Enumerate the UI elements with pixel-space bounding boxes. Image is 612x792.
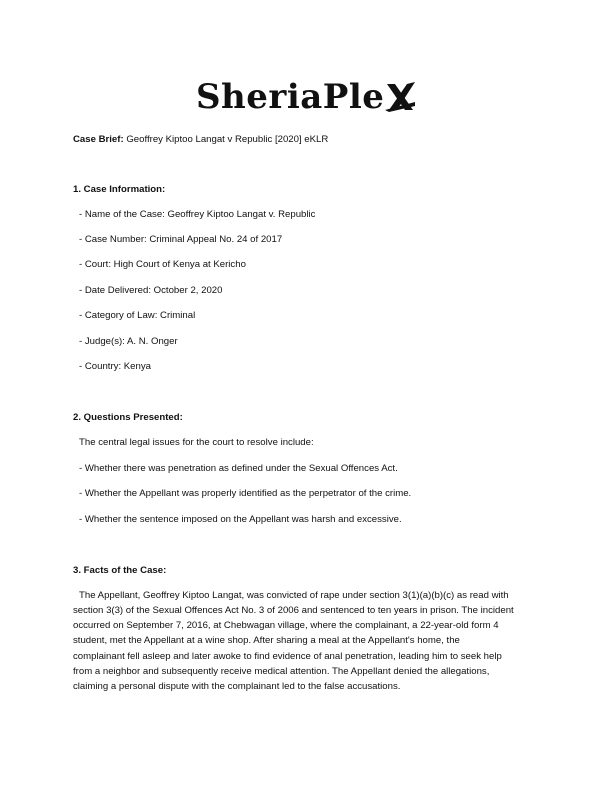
case-info-item: - Date Delivered: October 2, 2020 <box>79 285 223 296</box>
section-1-heading: 1. Case Information: <box>73 184 166 195</box>
case-info-item: - Court: High Court of Kenya at Kericho <box>79 259 246 270</box>
questions-intro: The central legal issues for the court to resolve include: <box>79 437 314 448</box>
section-3-heading: 3. Facts of the Case: <box>73 565 167 576</box>
logo-wordmark: SheriaPle <box>196 77 385 117</box>
facts-line: from a neighbor and subsequently receive medical attention. The Appellant denied the allegations, <box>73 666 490 677</box>
section-2-heading: 2. Questions Presented: <box>73 412 183 423</box>
facts-line: occurred on September 7, 2016, at Chebwagan village, where the complainant, a 22-year-old form 4 <box>73 620 499 631</box>
case-info-item: - Category of Law: Criminal <box>79 310 196 321</box>
case-brief-label: Case Brief: <box>73 134 124 145</box>
logo-x-mark <box>385 80 415 114</box>
facts-line: student, met the Appellant at a wine shop. After sharing a meal at the Appellant's home, the <box>73 635 460 646</box>
case-brief-line <box>73 134 328 146</box>
facts-line: section 3(3) of the Sexual Offences Act No. 3 of 2006 and sentenced to ten years in prison. The incident <box>73 605 514 616</box>
sheriaplex-logo <box>196 76 415 118</box>
case-info-item: - Name of the Case: Geoffrey Kiptoo Langat v. Republic <box>79 209 316 220</box>
facts-line: claiming a personal dispute with the complainant led to the false accusations. <box>73 681 401 692</box>
case-brief-title: Geoffrey Kiptoo Langat v Republic [2020] eKLR <box>126 134 329 145</box>
question-item: - Whether the sentence imposed on the Appellant was harsh and excessive. <box>79 514 402 525</box>
case-info-item: - Judge(s): A. N. Onger <box>79 336 178 347</box>
case-info-item: - Case Number: Criminal Appeal No. 24 of 2017 <box>79 234 283 245</box>
facts-line: complainant fell asleep and later awoke to find evidence of anal penetration, leading him to seek help <box>73 651 502 662</box>
question-item: - Whether the Appellant was properly identified as the perpetrator of the crime. <box>79 488 412 499</box>
case-info-item: - Country: Kenya <box>79 361 151 372</box>
facts-line: The Appellant, Geoffrey Kiptoo Langat, was convicted of rape under section 3(1)(a)(b)(c) as read with <box>79 590 509 601</box>
question-item: - Whether there was penetration as defined under the Sexual Offences Act. <box>79 463 398 474</box>
